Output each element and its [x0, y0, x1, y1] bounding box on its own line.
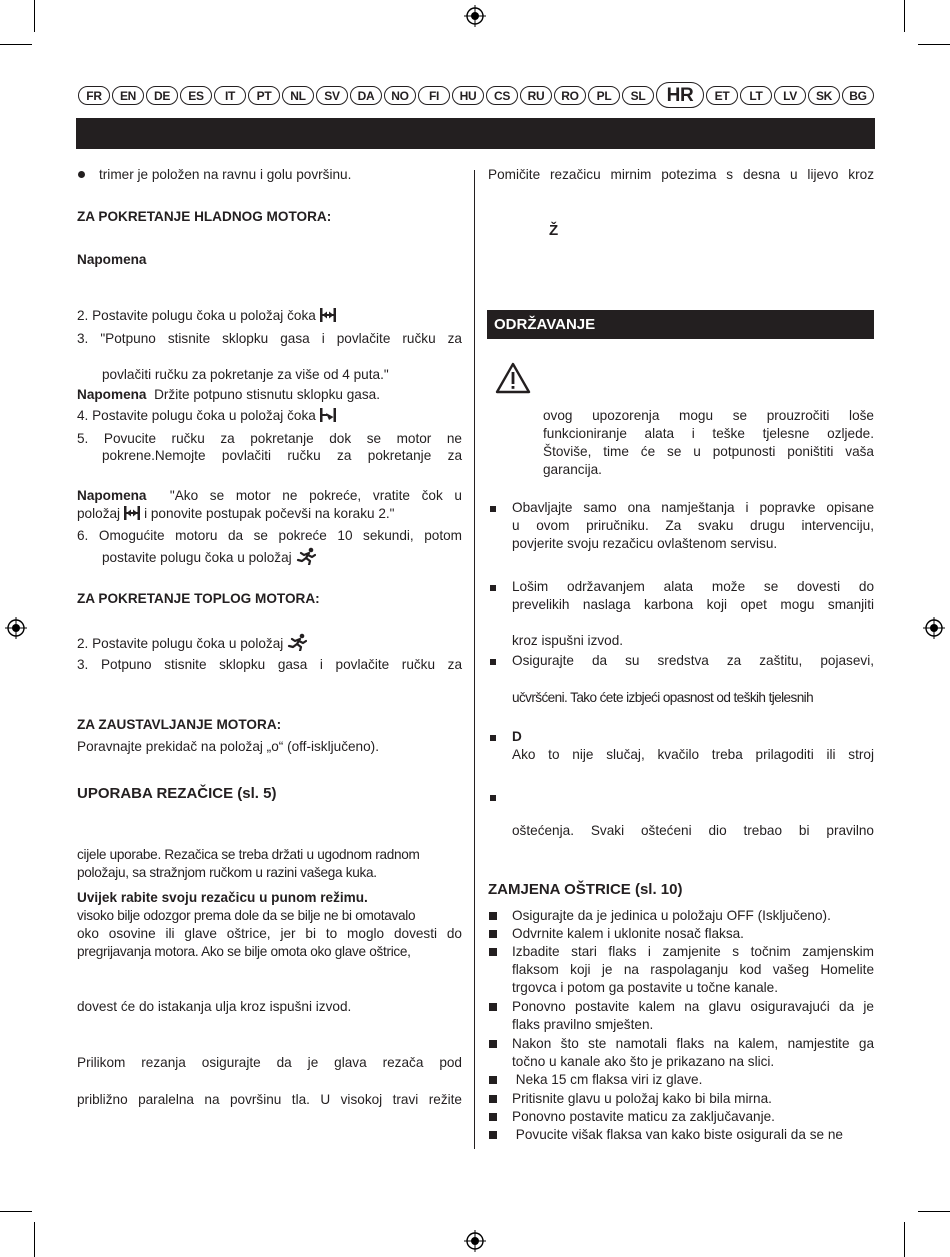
registration-mark-icon	[5, 617, 27, 639]
bullet-icon	[489, 1040, 497, 1048]
note-text: Napomena "Ako se motor ne pokreće, vratite čok u	[77, 488, 462, 503]
language-tab-sk[interactable]: SK	[808, 86, 840, 105]
paragraph-text: pregrijavanja motora. Ako se bilje omota oko glave oštrice,	[77, 944, 411, 959]
language-tab-it[interactable]: IT	[214, 86, 246, 105]
language-tab-en[interactable]: EN	[112, 86, 144, 105]
paragraph-text: dovest će do istakanja ulja kroz ispušni izvod.	[77, 999, 352, 1014]
header-bar	[76, 118, 875, 149]
warm-start-heading: ZA POKRETANJE TOPLOG MOTORA:	[77, 591, 320, 606]
bullet-text: učvršćeni. Tako ćete izbjeći opasnost od teških tjelesnih	[512, 690, 814, 705]
replace-heading: ZAMJENA OŠTRICE (sl. 10)	[488, 881, 683, 898]
language-tab-fi[interactable]: FI	[418, 86, 450, 105]
note-text: Napomena Držite potpuno stisnutu sklopku gasa.	[77, 387, 380, 402]
step-text: postavite polugu čoka u položaj	[102, 547, 316, 566]
list-item: Osigurajte da je jedinica u položaju OFF (Isključeno).	[512, 908, 831, 923]
bullet-icon	[490, 506, 496, 512]
bullet-text: Obavljajte samo ona namještanja i popravke opisane	[512, 500, 874, 515]
paragraph-text: cijele uporabe. Rezačica se treba držati u ugodnom radnom	[77, 847, 420, 862]
bullet-text: trimer je položen na ravnu i golu površinu.	[99, 167, 352, 182]
list-item: Odvrnite kalem i uklonite nosač flaksa.	[512, 926, 744, 941]
crop-mark	[34, 0, 35, 32]
paragraph-text: približno paralelna na površinu tla. U visokoj travi režite	[77, 1092, 462, 1107]
crop-mark	[0, 44, 32, 45]
step-text: 2. Postavite polugu čoka u položaj	[77, 633, 307, 652]
paragraph-text: visoko bilje odozgor prema dole da se bilje ne bi omotavalo	[77, 908, 416, 923]
column-divider	[474, 170, 475, 1149]
paragraph-text: oko osovine ili glave oštrice, jer bi to moglo dovesti do	[77, 926, 462, 941]
bullet-icon	[489, 948, 497, 956]
warning-icon	[495, 362, 531, 394]
bullet-icon	[489, 930, 497, 938]
maintenance-heading: ODRŽAVANJE	[487, 310, 874, 339]
list-item: Povucite višak flaksa van kako biste osigurali da se ne	[512, 1127, 843, 1142]
bullet-icon	[78, 171, 85, 178]
list-item: točno u kanale ako što je prikazano na slici.	[512, 1054, 775, 1069]
language-tab-pt[interactable]: PT	[248, 86, 280, 105]
language-tab-sv[interactable]: SV	[316, 86, 348, 105]
list-item: Izbadite stari flaks i zamjenite s točnim zamjenskim	[512, 944, 874, 959]
paragraph-bold: Uvijek rabite svoju rezačicu u punom režimu.	[77, 890, 368, 905]
registration-mark-icon	[464, 5, 486, 27]
bullet-text: oštećenja. Svaki oštećeni dio trebao bi pravilno	[512, 823, 874, 838]
warning-text: Štoviše, time će se u potpunosti poništiti vaša	[543, 444, 874, 459]
stop-text: Poravnajte prekidač na položaj „o“ (off-isključeno).	[77, 739, 379, 754]
language-tab-fr[interactable]: FR	[78, 86, 110, 105]
language-tab-ru[interactable]: RU	[520, 86, 552, 105]
bullet-icon	[489, 912, 497, 920]
warning-text: garancija.	[543, 462, 602, 477]
bullet-text: Ako to nije slučaj, kvačilo treba prilagoditi ili stroj	[512, 747, 874, 762]
stop-heading: ZA ZAUSTAVLJANJE MOTORA:	[77, 717, 282, 732]
list-item: Pritisnite glavu u položaj kako bi bila mirna.	[512, 1091, 772, 1106]
step-text: povlačiti ručku za pokretanje za više od 4 puta."	[102, 367, 389, 382]
choke-full-icon	[123, 506, 141, 520]
run-icon	[296, 547, 316, 565]
bullet-text: prevelikih naslaga karbona koji opet mogu smanjiti	[512, 597, 874, 612]
cold-start-heading: ZA POKRETANJE HLADNOG MOTORA:	[77, 209, 332, 224]
step-text: 3. "Potpuno stisnite sklopku gasa i povlačite ručku za	[77, 331, 462, 346]
crop-mark	[0, 1211, 32, 1212]
list-item: Nakon što ste namotali flaks na kalem, namjestite ga	[512, 1036, 874, 1051]
bullet-icon	[490, 659, 496, 665]
letter-fragment: Ž	[549, 222, 559, 239]
list-item: Ponovno postavite kalem na glavu osiguravajući da je	[512, 999, 874, 1014]
language-tab-et[interactable]: ET	[706, 86, 738, 105]
list-item: Ponovno postavite maticu za zaključavanje.	[512, 1109, 775, 1124]
warning-text: ovog upozorenja mogu se prouzročiti loše	[543, 408, 874, 423]
bullet-text: u ovom priručniku. Za svaku drugu intervenciju,	[512, 518, 874, 533]
warning-text: funkcioniranje alata i teške tjelesne ozljede.	[543, 426, 874, 441]
crop-mark	[918, 44, 950, 45]
bullet-text: kroz ispušni izvod.	[512, 633, 624, 648]
language-tab-no[interactable]: NO	[384, 86, 416, 105]
language-tab-nl[interactable]: NL	[282, 86, 314, 105]
bullet-icon	[490, 795, 496, 801]
list-item: trgovca i potom ga postavite u točne kanale.	[512, 980, 778, 995]
bullet-icon	[489, 1076, 497, 1084]
language-selector	[78, 84, 878, 108]
language-tab-hu[interactable]: HU	[452, 86, 484, 105]
language-tab-sl[interactable]: SL	[622, 86, 654, 105]
step-text: 6. Omogućite motoru da se pokreće 10 sekundi, potom	[77, 528, 462, 543]
language-tab-bg[interactable]: BG	[842, 86, 874, 105]
step-text: 3. Potpuno stisnite sklopku gasa i povlačite ručku za	[77, 657, 462, 672]
list-item: Neka 15 cm flaksa viri iz glave.	[512, 1072, 703, 1087]
bullet-text: povjerite svoju rezačicu ovlaštenom servisu.	[512, 536, 778, 551]
language-tab-ro[interactable]: RO	[554, 86, 586, 105]
bullet-icon	[489, 1003, 497, 1011]
registration-mark-icon	[923, 617, 945, 639]
bullet-icon	[490, 735, 496, 741]
choke-full-icon	[319, 308, 337, 322]
crop-mark	[918, 1211, 950, 1212]
paragraph-text: Pomičite rezačicu mirnim potezima s desna u lijevo kroz	[488, 167, 874, 182]
use-heading: UPORABA REZAČICE (sl. 5)	[77, 785, 277, 802]
step-text: pokrene.Nemojte povlačiti ručku za pokretanje za	[102, 448, 462, 463]
list-item: flaks pravilno smješten.	[512, 1017, 654, 1032]
run-icon	[287, 633, 307, 651]
bullet-icon	[489, 1113, 497, 1121]
crop-mark	[904, 1222, 905, 1257]
crop-mark	[34, 1222, 35, 1257]
language-tab-lv[interactable]: LV	[774, 86, 806, 105]
paragraph-text: položaju, sa stražnjom ručkom u razini vašega kuka.	[77, 865, 377, 880]
language-tab-hr[interactable]: HR	[656, 82, 704, 108]
note-text: položaj i ponovite postupak počevši na koraku 2."	[77, 506, 395, 521]
registration-mark-icon	[464, 1230, 486, 1252]
list-item: flaksom koji je na raspolaganju kod vašeg Homelite	[512, 962, 874, 977]
language-tab-de[interactable]: DE	[146, 86, 178, 105]
note-label: Napomena	[77, 252, 147, 267]
choke-half-icon	[319, 408, 337, 422]
language-tab-da[interactable]: DA	[350, 86, 382, 105]
crop-mark	[904, 0, 905, 32]
bullet-text: Lošim održavanjem alata može se dovesti do	[512, 579, 874, 594]
language-tab-es[interactable]: ES	[180, 86, 212, 105]
bullet-text: D	[512, 729, 522, 744]
bullet-icon	[489, 1095, 497, 1103]
step-text: 4. Postavite polugu čoka u položaj čoka	[77, 407, 337, 424]
language-tab-pl[interactable]: PL	[588, 86, 620, 105]
bullet-text: Osigurajte da su sredstva za zaštitu, pojasevi,	[512, 653, 874, 668]
language-tab-lt[interactable]: LT	[740, 86, 772, 105]
language-tab-cs[interactable]: CS	[486, 86, 518, 105]
paragraph-text: Prilikom rezanja osigurajte da je glava rezača pod	[77, 1055, 462, 1070]
step-text: 2. Postavite polugu čoka u položaj čoka	[77, 307, 337, 324]
step-text: 5. Povucite ručku za pokretanje dok se motor ne	[77, 431, 462, 446]
bullet-icon	[489, 1131, 497, 1139]
bullet-icon	[490, 585, 496, 591]
